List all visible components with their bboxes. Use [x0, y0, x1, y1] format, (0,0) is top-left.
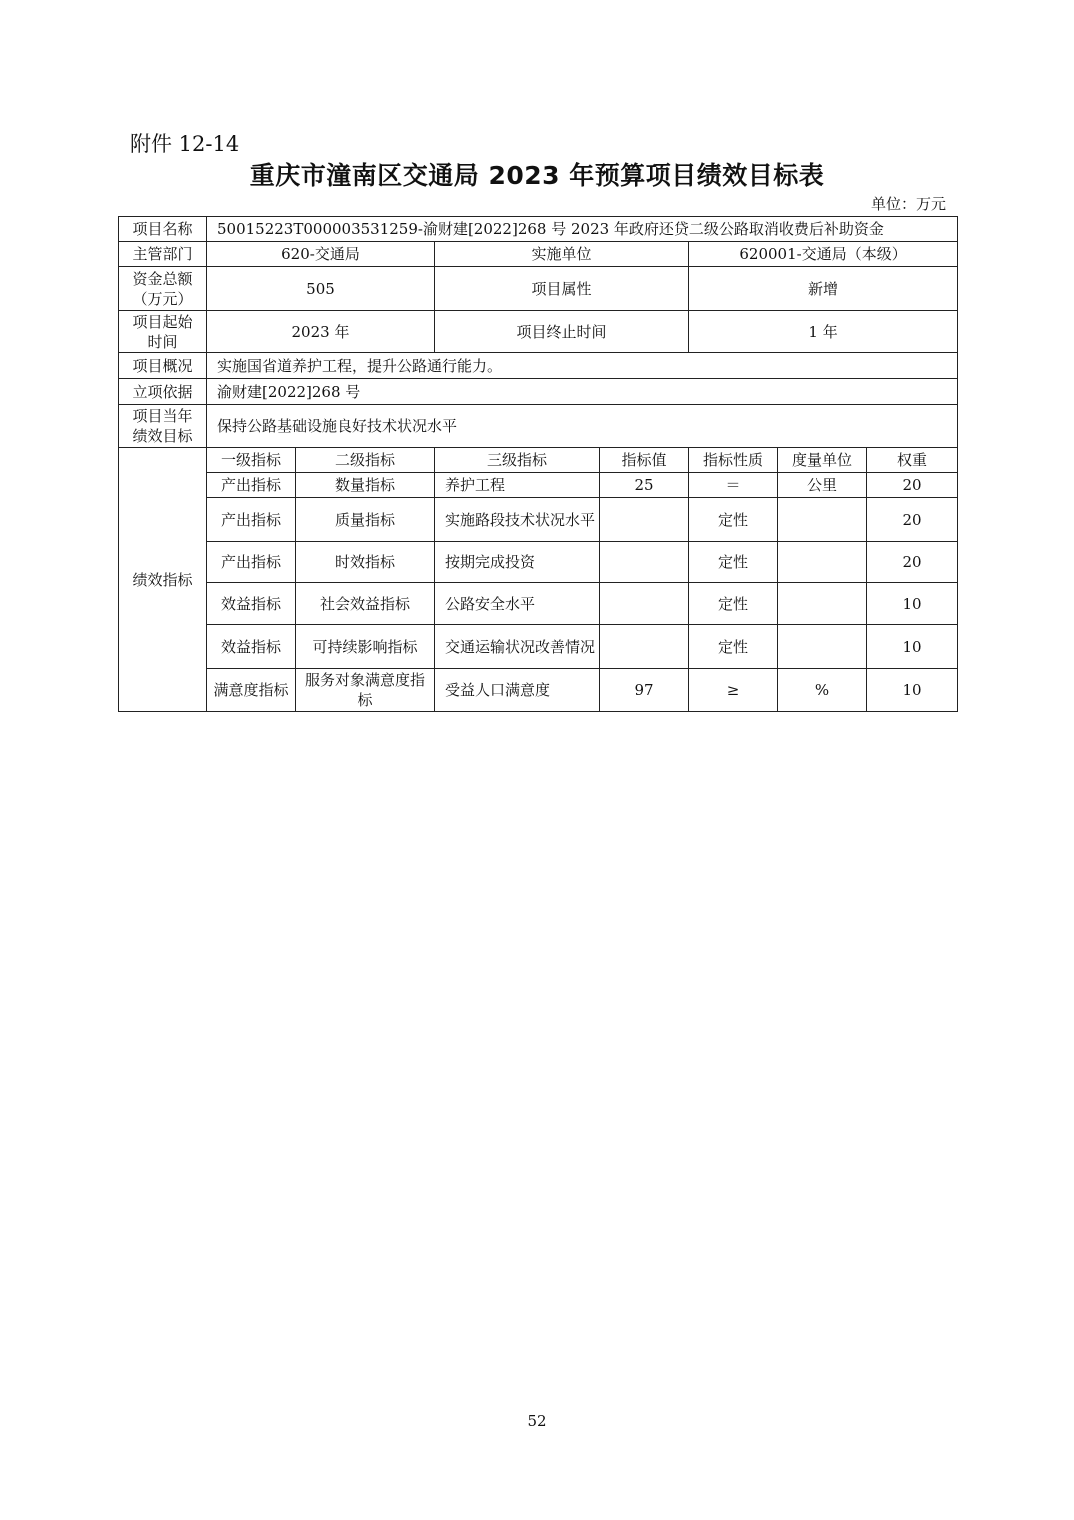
basis-value: 渝财建[2022]268 号	[207, 379, 958, 405]
start-value: 2023 年	[207, 311, 435, 353]
row-l3: 受益人口满意度	[435, 669, 600, 712]
perf-header-row	[119, 448, 958, 473]
row-weight: 20	[867, 473, 958, 498]
row-l3: 实施路段技术状况水平	[435, 498, 600, 542]
table-row	[119, 498, 958, 542]
row-weight: 10	[867, 669, 958, 712]
overview-label: 项目概况	[119, 353, 207, 379]
table-row	[119, 542, 958, 583]
row-unit	[778, 542, 867, 583]
header-weight: 权重	[867, 448, 958, 473]
project-name-row	[119, 217, 958, 242]
row-l2: 可持续影响指标	[296, 625, 435, 669]
header-unit: 度量单位	[778, 448, 867, 473]
overview-row	[119, 353, 958, 379]
attr-label: 项目属性	[435, 267, 689, 311]
dept-label: 主管部门	[119, 242, 207, 267]
row-value: 25	[600, 473, 689, 498]
table-row	[119, 625, 958, 669]
goal-label: 项目当年 绩效目标	[119, 405, 207, 448]
header-nature: 指标性质	[689, 448, 778, 473]
impl-label: 实施单位	[435, 242, 689, 267]
row-l1: 满意度指标	[207, 669, 296, 712]
row-l3: 按期完成投资	[435, 542, 600, 583]
row-l3: 交通运输状况改善情况	[435, 625, 600, 669]
row-l1: 效益指标	[207, 625, 296, 669]
row-l2: 时效指标	[296, 542, 435, 583]
perf-label: 绩效指标	[119, 448, 207, 712]
department-row	[119, 242, 958, 267]
row-l2: 社会效益指标	[296, 583, 435, 625]
attr-value: 新增	[689, 267, 958, 311]
row-l1: 产出指标	[207, 498, 296, 542]
page-number: 52	[527, 1412, 547, 1430]
row-l2: 服务对象满意度指标	[296, 669, 435, 712]
row-unit	[778, 498, 867, 542]
row-nature: 定性	[689, 498, 778, 542]
row-unit	[778, 583, 867, 625]
row-value	[600, 498, 689, 542]
row-value: 97	[600, 669, 689, 712]
row-l2: 数量指标	[296, 473, 435, 498]
row-nature: 定性	[689, 583, 778, 625]
overview-value: 实施国省道养护工程，提升公路通行能力。	[207, 353, 958, 379]
funds-row	[119, 267, 958, 311]
row-weight: 20	[867, 542, 958, 583]
row-unit: %	[778, 669, 867, 712]
page-title: 重庆市潼南区交通局 2023 年预算项目绩效目标表	[249, 161, 825, 190]
dept-value: 620-交通局	[207, 242, 435, 267]
table-row	[119, 473, 958, 498]
header-l3: 三级指标	[435, 448, 600, 473]
row-nature: ≥	[689, 669, 778, 712]
row-value	[600, 625, 689, 669]
row-l2: 质量指标	[296, 498, 435, 542]
header-value: 指标值	[600, 448, 689, 473]
row-value	[600, 583, 689, 625]
header-l2: 二级指标	[296, 448, 435, 473]
goal-row	[119, 405, 958, 448]
row-weight: 10	[867, 583, 958, 625]
basis-row	[119, 379, 958, 405]
basis-label: 立项依据	[119, 379, 207, 405]
row-value	[600, 542, 689, 583]
end-value: 1 年	[689, 311, 958, 353]
performance-target-table	[118, 216, 958, 712]
header-l1: 一级指标	[207, 448, 296, 473]
table-row	[119, 669, 958, 712]
row-unit	[778, 625, 867, 669]
funds-label: 资金总额 （万元）	[119, 267, 207, 311]
end-label: 项目终止时间	[435, 311, 689, 353]
row-l3: 公路安全水平	[435, 583, 600, 625]
row-weight: 20	[867, 498, 958, 542]
row-unit: 公里	[778, 473, 867, 498]
goal-value: 保持公路基础设施良好技术状况水平	[207, 405, 958, 448]
row-nature: ＝	[689, 473, 778, 498]
time-row	[119, 311, 958, 353]
row-l1: 产出指标	[207, 473, 296, 498]
unit-label: 单位：万元	[870, 195, 946, 213]
project-name-label: 项目名称	[119, 217, 207, 242]
row-weight: 10	[867, 625, 958, 669]
table-row	[119, 583, 958, 625]
start-label: 项目起始 时间	[119, 311, 207, 353]
row-l1: 效益指标	[207, 583, 296, 625]
impl-value: 620001-交通局（本级）	[689, 242, 958, 267]
row-nature: 定性	[689, 625, 778, 669]
row-l1: 产出指标	[207, 542, 296, 583]
project-name-value: 50015223T000003531259-渝财建[2022]268 号 2023 年政府还贷二级公路取消收费后补助资金	[207, 217, 958, 242]
row-l3: 养护工程	[435, 473, 600, 498]
funds-value: 505	[207, 267, 435, 311]
row-nature: 定性	[689, 542, 778, 583]
attachment-label: 附件 12-14	[130, 132, 240, 156]
